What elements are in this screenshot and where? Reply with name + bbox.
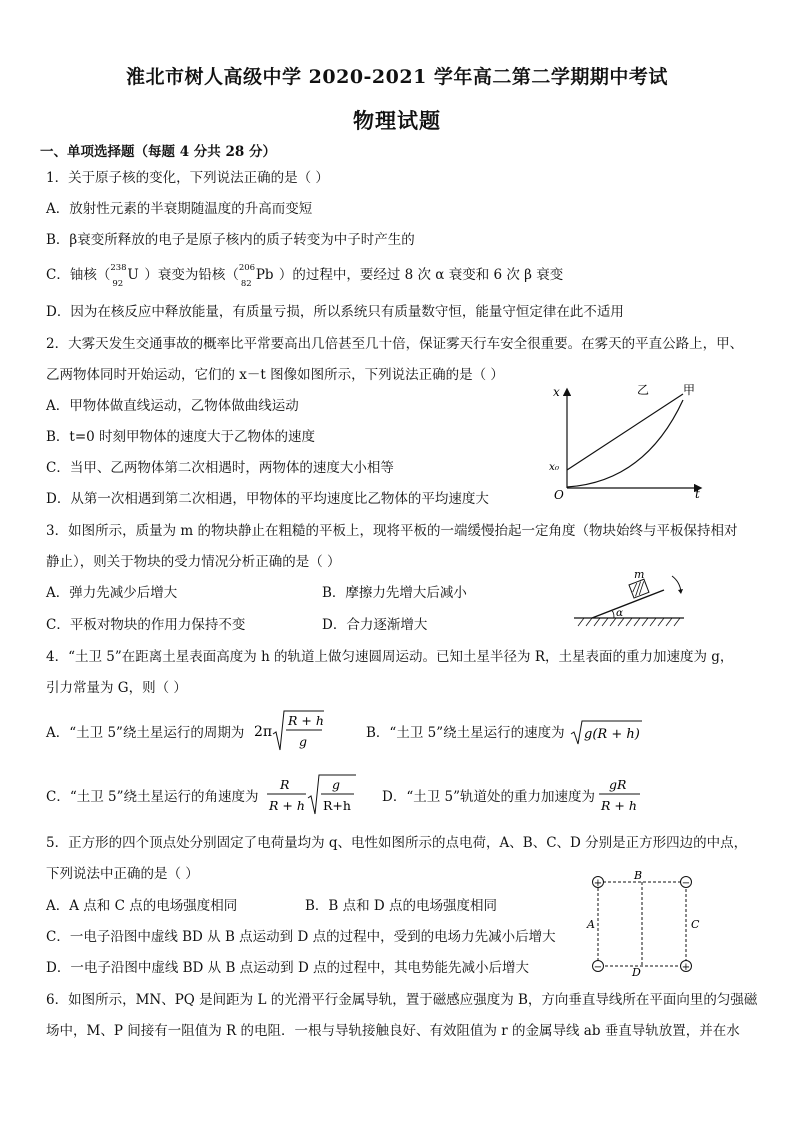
jia-label: 甲 (683, 383, 696, 397)
section-heading: 一、单项选择题（每题 4 分共 28 分） (40, 144, 276, 160)
point-c-label: C (691, 918, 700, 931)
q1-option-d: D．因为在核反应中释放能量，有质量亏损，所以系统只有质量数守恒，能量守恒定律在此不适用 (46, 304, 624, 320)
q4-formula-b (570, 718, 645, 746)
q2-stem-line1: 2．大雾天发生交通事故的概率比平常要高出几倍甚至几十倍，保证雾天行车安全很重要。在雾天的平直公路上，甲、 (46, 336, 744, 352)
charge-top-left (593, 877, 604, 890)
exam-title: 淮北市树人高级中学 2020-2021 学年高二第二学期期中考试 (126, 66, 668, 88)
q5-option-b: B．B 点和 D 点的电场强度相同 (305, 898, 498, 914)
q3-option-b: B．摩擦力先增大后减小 (322, 585, 467, 601)
t-axis-label: t (695, 487, 700, 501)
q4-formula-c (266, 772, 358, 818)
q1-option-b: B．β衰变所释放的电子是原子核内的质子转变为中子时产生的 (46, 232, 415, 248)
q3-stem-line1: 3．如图所示，质量为 m 的物块静止在粗糙的平板上，现将平板的一端缓慢抬起一定角度（物块始终与平板保持相对 (46, 523, 738, 539)
formula-a-numerator: R + h (288, 713, 324, 728)
lead-symbol: Pb (255, 267, 274, 283)
q1-option-a: A．放射性元素的半衰期随温度的升高而变短 (46, 201, 313, 217)
block-m (629, 579, 649, 598)
q5-stem-line2: 下列说法中正确的是（ ） (46, 866, 199, 882)
ground-hatch (578, 618, 680, 626)
q2-option-c: C．当甲、乙两物体第二次相遇时，两物体的速度大小相等 (46, 460, 394, 476)
formula-c-numerator2: g (332, 777, 341, 792)
q2-option-a: A．甲物体做直线运动，乙物体做曲线运动 (46, 398, 299, 414)
subject-title: 物理试题 (353, 108, 441, 133)
jia-line (567, 394, 683, 470)
square-charges-figure (584, 868, 706, 978)
charge-bottom-right (681, 961, 692, 974)
q4-stem-line1: 4．“土卫 5”在距离土星表面高度为 h 的轨道上做匀速圆周运动。已知土星半径为 R，土星表面的重力加速度为 g， (46, 649, 734, 665)
q5-option-d: D．一电子沿图中虚线 BD 从 B 点运动到 D 点的过程中，其电势能先减小后增大 (46, 960, 530, 976)
q6-stem-line1: 6．如图所示，MN、PQ 是间距为 L 的光滑平行金属导轨，置于磁感应强度为 B，方向垂直导线所在平面向里的匀强磁 (46, 992, 758, 1008)
q5-option-a: A．A 点和 C 点的电场强度相同 (46, 898, 238, 914)
q4-option-d: D．“土卫 5”轨道处的重力加速度为 (382, 789, 596, 805)
uranium-nuclide (110, 263, 144, 289)
formula-a-denominator: g (299, 734, 308, 749)
x-axis-label: x (553, 385, 560, 399)
q3-option-d: D．合力逐渐增大 (322, 617, 428, 633)
q4-formula-a (254, 708, 326, 754)
uranium-number: 92 (112, 279, 124, 289)
incline-figure (572, 566, 692, 632)
q4-formula-d (598, 772, 644, 818)
charge-top-right (681, 877, 692, 890)
q1-c-suffix: ）的过程中，要经过 8 次 α 衰变和 6 次 β 衰变 (278, 267, 564, 283)
q2-option-d: D．从第一次相遇到第二次相遇，甲物体的平均速度比乙物体的平均速度大 (46, 491, 489, 507)
block-m-label: m (634, 568, 645, 581)
q5-stem-line1: 5．正方形的四个顶点处分别固定了电荷量均为 q、电性如图所示的点电荷，A、B、C、D 分别是正方形四边的中点， (46, 835, 748, 851)
lead-number: 82 (240, 279, 252, 289)
formula-d-numerator: gR (609, 777, 627, 792)
formula-c-denominator1: R + h (269, 798, 305, 813)
origin-label: O (554, 488, 564, 502)
charge-bottom-left-sign: − (593, 962, 603, 973)
q1-c-prefix: C．铀核（ (46, 267, 111, 283)
formula-d-denominator: R + h (601, 798, 637, 813)
q2-option-b: B．t=0 时刻甲物体的速度大于乙物体的速度 (46, 429, 316, 445)
xt-graph-figure (545, 378, 710, 503)
formula-c-numerator1: R (280, 777, 290, 792)
q4-option-b: B．“土卫 5”绕土星运行的速度为 (366, 725, 565, 741)
lead-nuclide (238, 263, 279, 289)
q3-option-a: A．弹力先减少后增大 (46, 585, 178, 601)
charge-top-left-sign: + (593, 878, 603, 889)
uranium-symbol: U (127, 267, 139, 283)
charge-top-right-sign: − (681, 878, 691, 889)
formula-c-denominator2: R+h (323, 798, 351, 813)
uranium-mass: 238 (110, 263, 127, 273)
q1-c-mid: ）衰变为铅核（ (144, 267, 239, 283)
point-d-label: D (632, 966, 641, 978)
q4-stem-line2: 引力常量为 G，则（ ） (46, 680, 187, 696)
rotation-arrowhead (678, 589, 683, 594)
point-a-label: A (587, 918, 595, 931)
q6-stem-line2: 场中，M、P 间接有一阻值为 R 的电阻．一根与导轨接触良好、有效阻值为 r 的金属导线 ab 垂直导轨放置，并在水 (46, 1023, 740, 1039)
charge-bottom-left (593, 961, 604, 974)
x0-label: x₀ (549, 461, 560, 473)
q1-option-c (46, 263, 564, 289)
formula-b-expression: g(R + h) (584, 727, 640, 742)
lead-mass: 206 (238, 263, 256, 273)
q1-stem: 1．关于原子核的变化，下列说法正确的是（ ） (46, 170, 329, 186)
q4-option-a: A．“土卫 5”绕土星运行的周期为 (46, 725, 245, 741)
q3-stem-line2: 静止），则关于物块的受力情况分析正确的是（ ） (46, 554, 341, 570)
incline-board (592, 590, 664, 618)
angle-arc (612, 611, 614, 618)
yi-label: 乙 (637, 383, 650, 397)
rotation-arrow (672, 576, 681, 592)
q4-option-c: C．“土卫 5”绕土星运行的角速度为 (46, 789, 259, 805)
q2-stem-line2: 乙两物体同时开始运动，它们的 x－t 图像如图所示，下列说法正确的是（ ） (46, 367, 504, 383)
q5-option-c: C．一电子沿图中虚线 BD 从 B 点运动到 D 点的过程中，受到的电场力先减小后增大 (46, 929, 556, 945)
formula-a-coef: 2π (254, 724, 273, 740)
charge-bottom-right-sign: + (681, 962, 691, 973)
alpha-label: α (616, 607, 624, 619)
q3-option-c: C．平板对物块的作用力保持不变 (46, 617, 246, 633)
point-b-label: B (634, 869, 643, 882)
yi-curve (567, 400, 683, 487)
